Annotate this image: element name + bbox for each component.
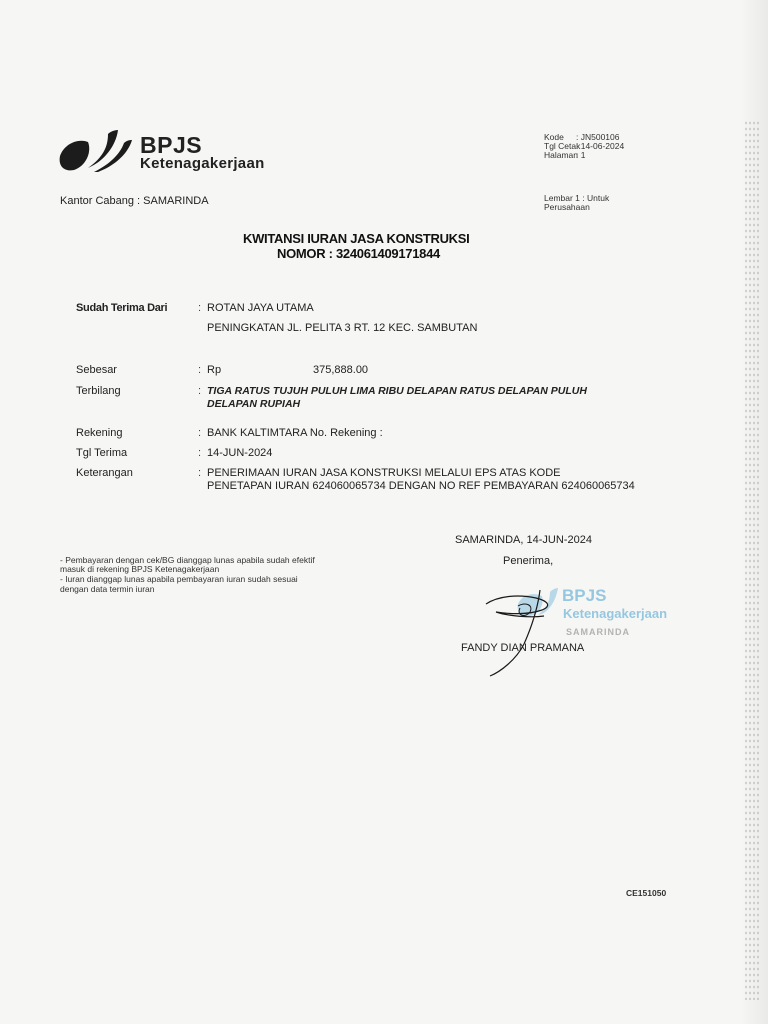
keterangan-line1: PENERIMAAN IURAN JASA KONSTRUKSI MELALUI EPS ATAS KODE bbox=[207, 467, 561, 479]
halaman-value: : 1 bbox=[576, 150, 586, 160]
kode-label: Kode bbox=[544, 132, 564, 142]
tgl-terima-label: Tgl Terima bbox=[76, 447, 128, 459]
rekening-label: Rekening bbox=[76, 427, 123, 439]
note-line4: dengan data termin iuran bbox=[60, 584, 155, 594]
keterangan-label: Keterangan bbox=[76, 467, 133, 479]
terbilang-label: Terbilang bbox=[76, 385, 121, 397]
penerima-label: Penerima, bbox=[503, 555, 554, 567]
keterangan-line2: PENETAPAN IURAN 624060065734 DENGAN NO REF PEMBAYARAN 624060065734 bbox=[207, 480, 635, 492]
sebesar-label: Sebesar bbox=[76, 364, 117, 376]
form-code: CE151050 bbox=[626, 888, 667, 898]
note-line1: - Pembayaran dengan cek/BG dianggap lunas apabila sudah efektif bbox=[60, 555, 315, 565]
tgl-cetak-value: : 14-06-2024 bbox=[576, 141, 625, 151]
receipt-number: NOMOR : 324061409171844 bbox=[277, 246, 440, 261]
terbilang-line2: DELAPAN RUPIAH bbox=[207, 398, 301, 410]
note-line3: - Iuran dianggap lunas apabila pembayaran iuran sudah sesuai bbox=[60, 574, 298, 584]
handwritten-signature bbox=[478, 586, 568, 678]
logo-brand-text: BPJS bbox=[140, 132, 203, 158]
amount-value: 375,888.00 bbox=[313, 364, 369, 376]
bpjs-logo-icon bbox=[58, 126, 134, 176]
colon: : bbox=[198, 427, 202, 439]
signer-name: FANDY DIAN PRAMANA bbox=[461, 642, 585, 654]
note-line2: masuk di rekening BPJS Ketenagakerjaan bbox=[60, 564, 220, 574]
payer-name: ROTAN JAYA UTAMA bbox=[207, 302, 314, 314]
sudah-terima-dari-label: Sudah Terima Dari bbox=[76, 302, 168, 314]
document-title: KWITANSI IURAN JASA KONSTRUKSI bbox=[243, 231, 470, 246]
logo-subtitle-text: Ketenagakerjaan bbox=[140, 155, 265, 172]
rekening-value: BANK KALTIMTARA No. Rekening : bbox=[207, 427, 383, 439]
colon: : bbox=[198, 364, 202, 376]
stamp-city: SAMARINDA bbox=[566, 627, 630, 637]
lembar-line2: Perusahaan bbox=[544, 202, 590, 212]
payer-address: PENINGKATAN JL. PELITA 3 RT. 12 KEC. SAMBUTAN bbox=[207, 322, 478, 334]
stamp-subtitle: Ketenagakerjaan bbox=[563, 606, 668, 621]
colon: : bbox=[198, 467, 202, 479]
meta-halaman bbox=[544, 151, 585, 160]
colon: : bbox=[198, 447, 202, 459]
tgl-terima-value: 14-JUN-2024 bbox=[207, 447, 273, 459]
kantor-cabang: Kantor Cabang : SAMARINDA bbox=[60, 195, 209, 207]
lembar-line1: Lembar 1 : Untuk bbox=[544, 193, 610, 203]
stamp-brand: BPJS bbox=[562, 586, 607, 605]
scan-edge-noise bbox=[744, 120, 760, 1000]
kode-value: : JN500106 bbox=[576, 132, 620, 142]
tgl-cetak-label: Tgl Cetak bbox=[544, 141, 581, 151]
colon: : bbox=[198, 302, 202, 314]
terbilang-line1: TIGA RATUS TUJUH PULUH LIMA RIBU DELAPAN RATUS DELAPAN PULUH bbox=[207, 385, 587, 397]
currency-label: Rp bbox=[207, 364, 222, 376]
colon: : bbox=[198, 385, 202, 397]
place-date: SAMARINDA, 14-JUN-2024 bbox=[455, 534, 592, 546]
halaman-label: Halaman bbox=[544, 150, 579, 160]
